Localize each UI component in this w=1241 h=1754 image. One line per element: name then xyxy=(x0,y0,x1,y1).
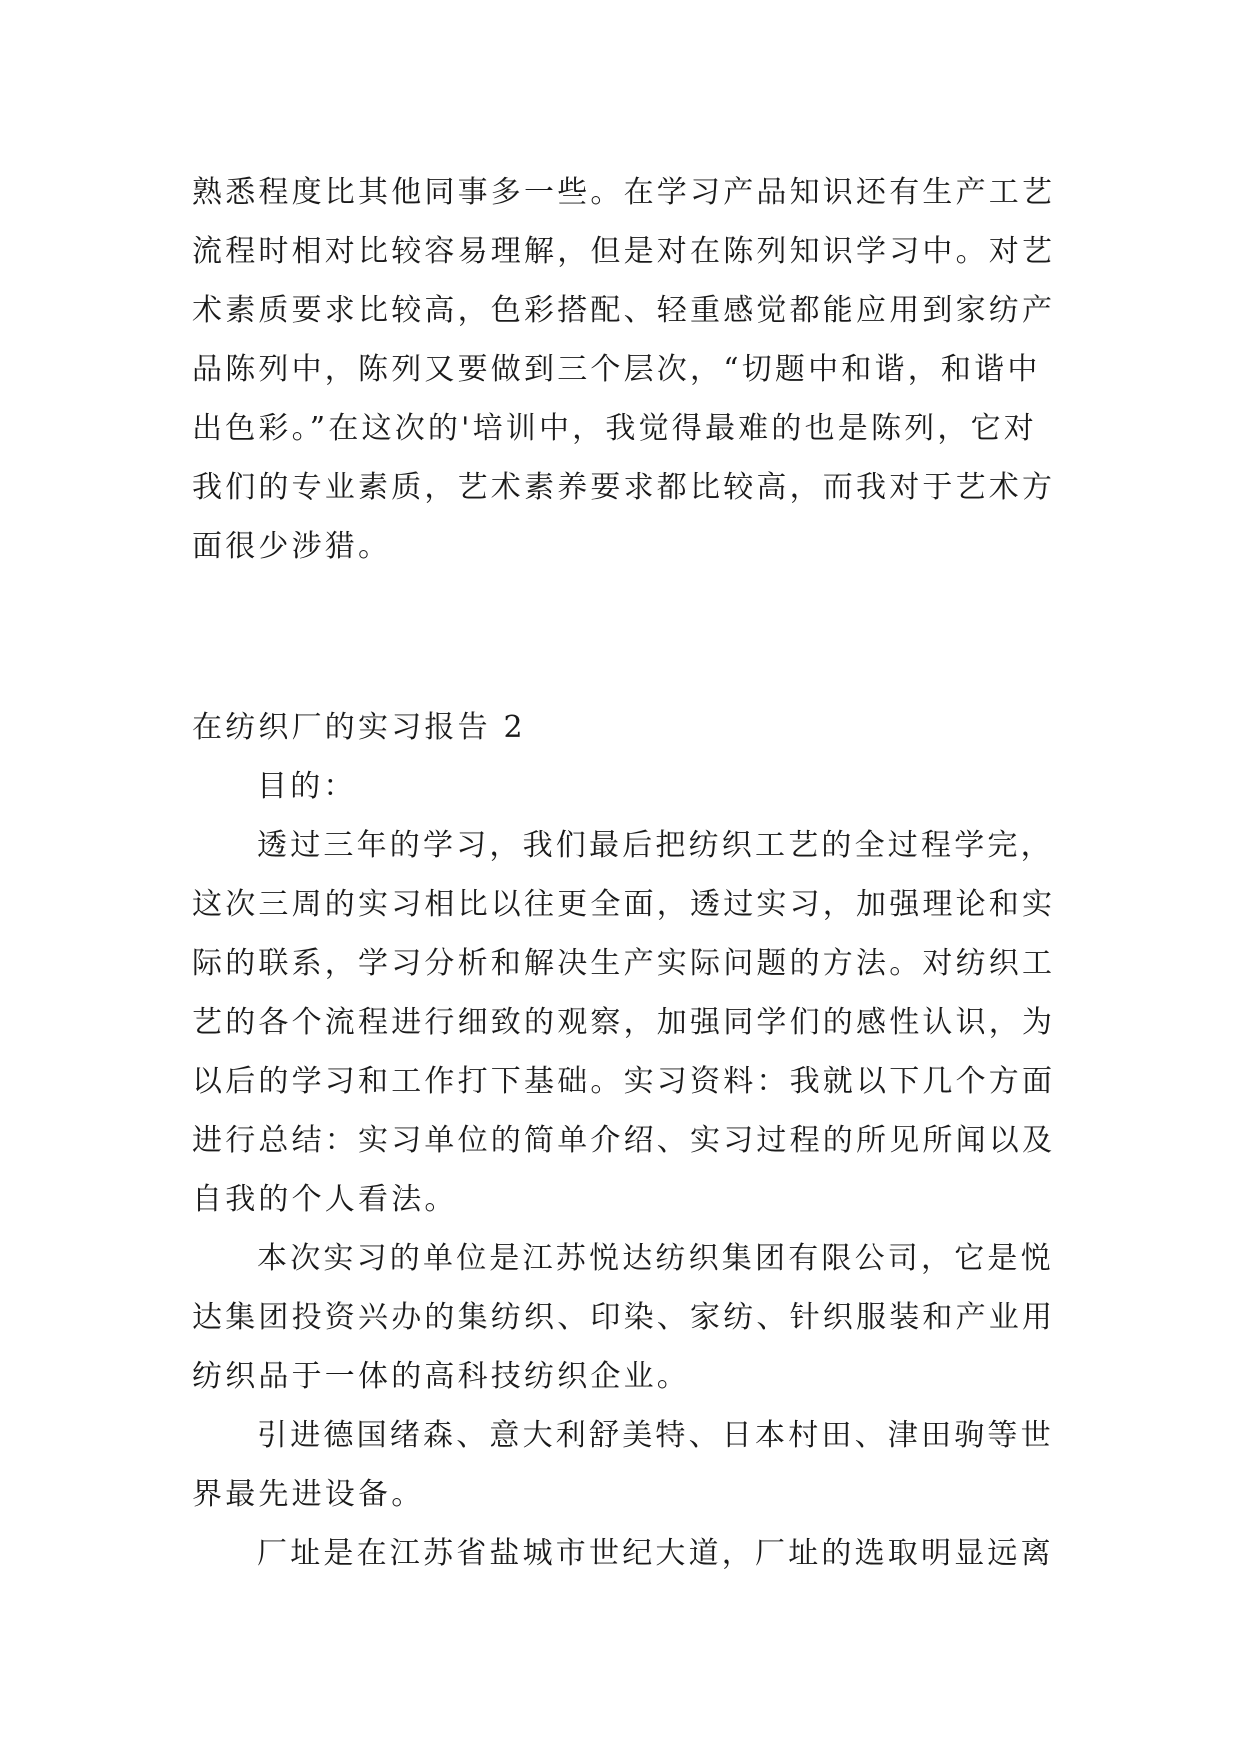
text-line: 自我的个人看法。 xyxy=(192,1182,458,1217)
intro-paragraph xyxy=(192,163,1060,576)
text-line: 以后的学习和工作打下基础。实习资料：我就以下几个方面 xyxy=(192,1064,1056,1099)
paragraph-1 xyxy=(192,816,1060,1229)
paragraph-3 xyxy=(192,1406,1060,1524)
document-page xyxy=(192,163,1060,1583)
text-line: 品陈列中，陈列又要做到三个层次，“切题中和谐，和谐中 xyxy=(192,352,1041,387)
text-line: 厂址是在江苏省盐城市世纪大道，厂址的选取明显远离 xyxy=(257,1536,1054,1571)
text-line: 熟悉程度比其他同事多一些。在学习产品知识还有生产工艺 xyxy=(192,175,1056,210)
text-line: 流程时相对比较容易理解，但是对在陈列知识学习中。对艺 xyxy=(192,234,1056,269)
text-line: 际的联系，学习分析和解决生产实际问题的方法。对纺织工 xyxy=(192,946,1056,981)
text-line: 达集团投资兴办的集纺织、印染、家纺、针织服装和产业用 xyxy=(192,1300,1056,1335)
text-line: 我们的专业素质，艺术素养要求都比较高，而我对于艺术方 xyxy=(192,470,1056,505)
text-line: 本次实习的单位是江苏悦达纺织集团有限公司，它是悦 xyxy=(257,1241,1054,1276)
text-line: 术素质要求比较高，色彩搭配、轻重感觉都能应用到家纺产 xyxy=(192,293,1056,328)
paragraph-2 xyxy=(192,1229,1060,1406)
text-line: 透过三年的学习，我们最后把纺织工艺的全过程学完， xyxy=(257,828,1054,863)
text-line: 纺织品于一体的高科技纺织企业。 xyxy=(192,1359,690,1394)
text-line: 进行总结：实习单位的简单介绍、实习过程的所见所闻以及 xyxy=(192,1123,1056,1158)
text-line: 引进德国绪森、意大利舒美特、日本村田、津田驹等世 xyxy=(257,1418,1054,1453)
purpose-label: 目的： xyxy=(257,769,357,804)
text-line: 出色彩。”在这次的'培训中，我觉得最难的也是陈列，它对 xyxy=(192,411,1037,446)
paragraph-4 xyxy=(192,1524,1060,1583)
text-line: 面很少涉猎。 xyxy=(192,529,392,564)
section-title: 在纺织厂的实习报告 2 xyxy=(192,710,526,745)
text-line: 界最先进设备。 xyxy=(192,1477,425,1512)
text-line: 艺的各个流程进行细致的观察，加强同学们的感性认识，为 xyxy=(192,1005,1056,1040)
section-gap xyxy=(192,576,1060,698)
text-line: 这次三周的实习相比以往更全面，透过实习，加强理论和实 xyxy=(192,887,1056,922)
